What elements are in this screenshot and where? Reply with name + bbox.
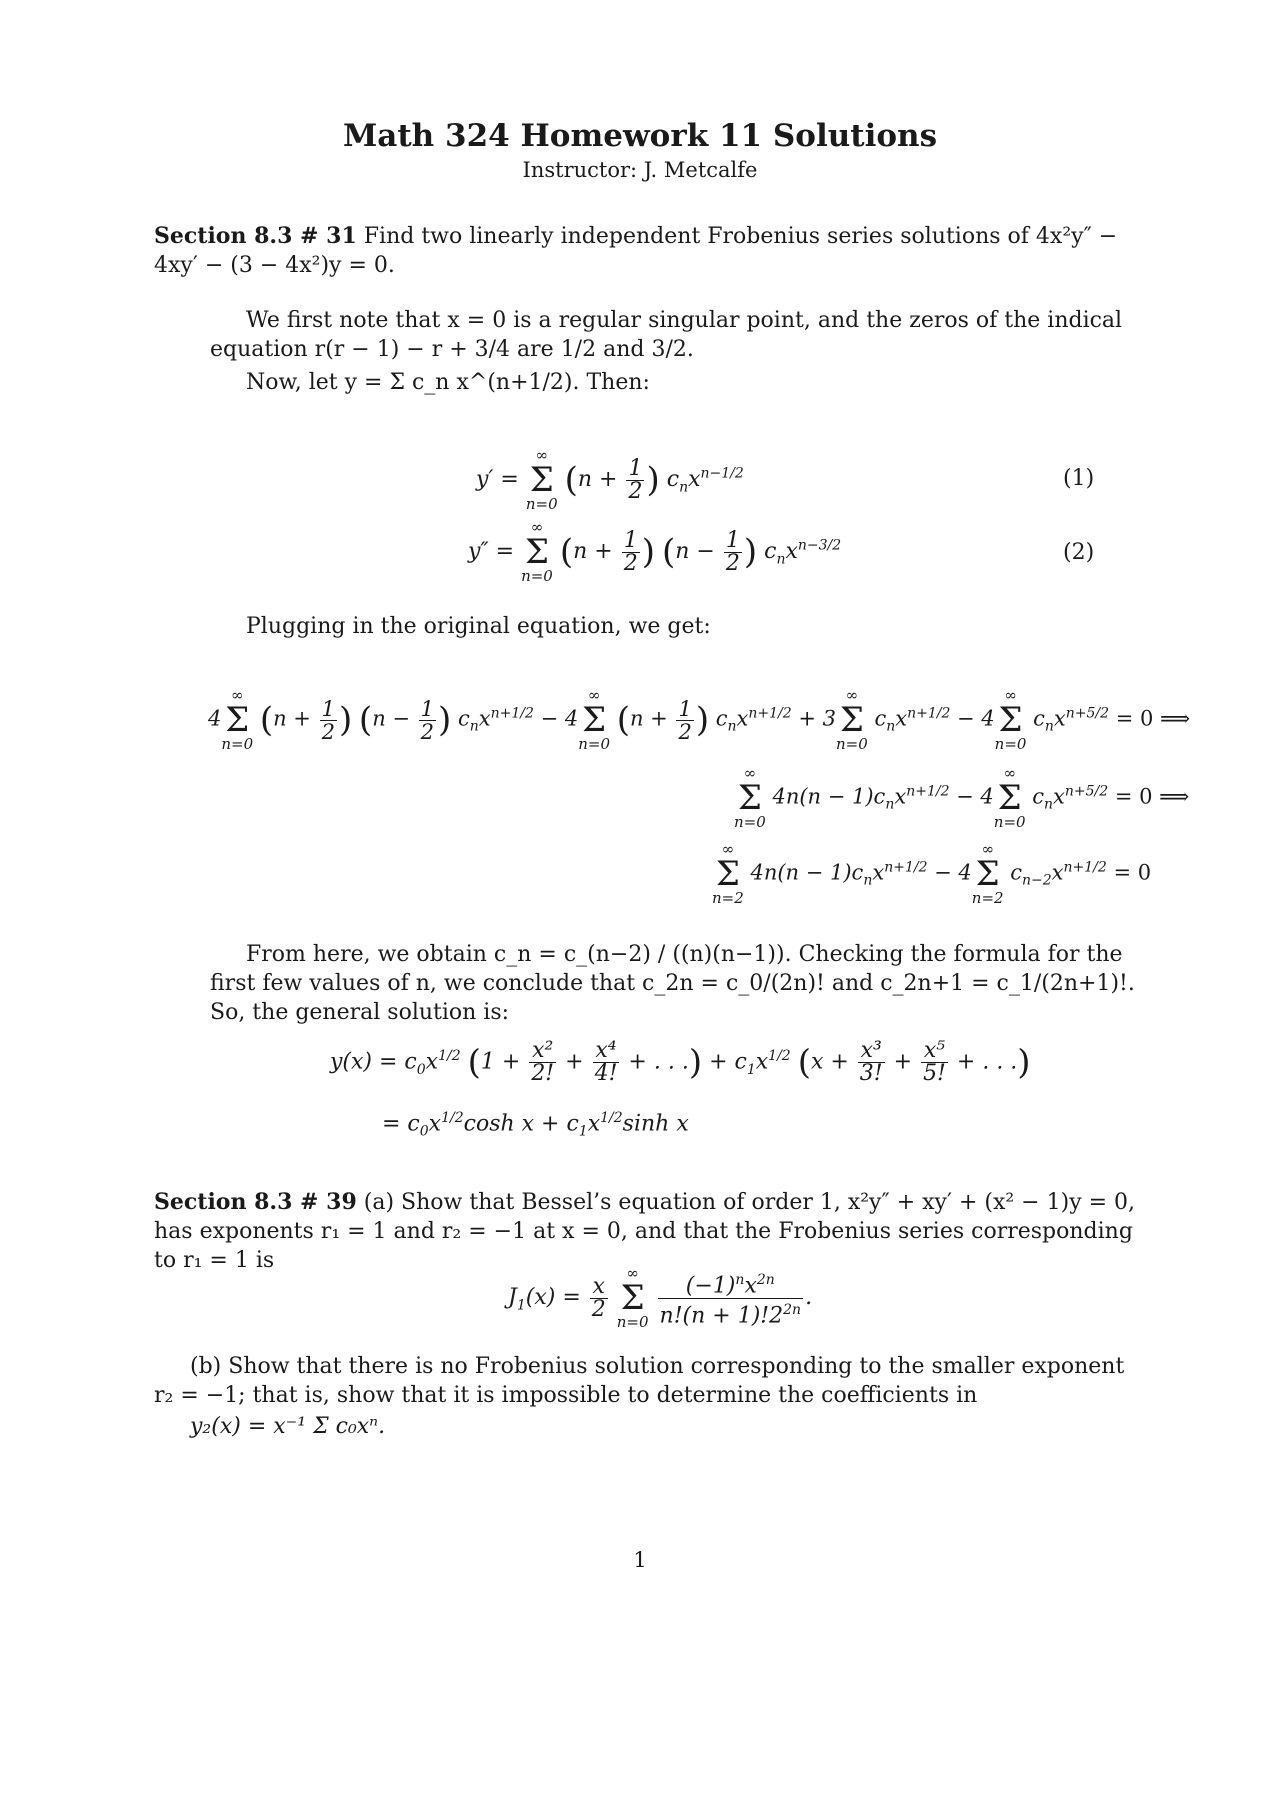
expanded-equation-line-1: 4 ∞ Σ n=0 (n + $\frac{1}{2}$ ) (n − $\frac{1}{2}$ ) $c_nx^{n+1/2} - 4$ ∞ Σ n=0 (n + $\frac{1}{2}$ ) $c_nx^{n+1/2} + 3$ ∞ Σ n=0 $c_nx^{n+1/2} - 4$ ∞ Σ n=0 $c_nx^{n+5/2} = 0$ ⟹ — [208, 686, 1191, 753]
problem-1-heading: Section 8.3 # 31 — [154, 223, 357, 249]
problem-1-substitution: Now, let y = Σ c_n x^(n+1/2). Then: — [246, 370, 650, 395]
page-number: 1 — [633, 1548, 647, 1572]
recurrence-conclusion: From here, we obtain c_n = c_(n−2) / ((n)(n−1)). Checking the formula for the first few values of n, we conclude that c_2n = c_0/(2n)! and c_2n+1 = c_1/(2n+1)!. So, the general solution is: — [210, 942, 1135, 1025]
y2-expression: y₂(x) = x⁻¹ Σ c₀xⁿ. — [190, 1414, 386, 1439]
problem-2-heading: Section 8.3 # 39 — [154, 1189, 357, 1215]
plugging-text: Plugging in the original equation, we get: — [246, 614, 711, 639]
general-solution-line-2: = $c_0x^{1/2}\cosh$ $x + c_1x^{1/2}\sinh$ x — [382, 1110, 689, 1140]
problem-2-part-b: (b) Show that there is no Frobenius solution corresponding to the smaller exponent r₂ = −1; that is, show that it is impossible to determine the coefficients in — [154, 1354, 1125, 1408]
problem-1-intro: We first note that x = 0 is a regular singular point, and the zeros of the indical equation r(r − 1) − r + 3/4 are 1/2 and 3/2. — [210, 308, 1123, 362]
general-solution-line-1: $y(x) = c_0x^{1/2}$ (1 + $\frac{\text{x²}}{2!}$ + $\frac{\text{x⁴}}{4!}$ + . . .) + $c_1x^{1/2}$ (x + $\frac{\text{x³}}{3!}$ + $\frac{\text{x⁵}}{5!}$ + . . .) — [330, 1038, 1031, 1086]
page-title: Math 324 Homework 11 Solutions — [342, 118, 938, 154]
problem-1-text: Find two linearly independent Frobenius series solutions of 4x²y″ − 4xy′ − (3 − 4x²)y = 0. — [154, 224, 1118, 278]
equation-1: y′ = ∞ Σ n=0 (n + $\frac{1}{2}$ ) $c_nx^{n-1/2}$ — [476, 446, 744, 513]
equation-2: y″ = ∞ Σ n=0 (n + $\frac{1}{2}$ ) (n − $\frac{1}{2}$ ) $c_nx^{n-3/2}$ — [468, 518, 842, 585]
problem-2-text: (a) Show that Bessel’s equation of order 1, x²y″ + xy′ + (x² − 1)y = 0, has exponents r₁ = 1 and r₂ = −1 at x = 0, and that the Frobenius series corresponding to r₁ = 1 is — [154, 1190, 1136, 1273]
bessel-series-formula: $J_1(x)$ = $\frac{x}{2}$ ∞ Σ n=0 $\frac{(-1)^nx^{2n}}{n!(n + 1)!2^{2n}}$ . — [508, 1264, 813, 1331]
expanded-equation-line-3: ∞ Σ n=2 $4n(n - 1)c_nx^{n+1/2} - 4$ ∞ Σ n=2 $c_{n-2}x^{n+1/2} = 0$ — [712, 840, 1152, 907]
problem-1-statement — [154, 222, 1139, 280]
equation-1-number: (1) — [1063, 466, 1095, 491]
instructor-line: Instructor: J. Metcalfe — [522, 158, 758, 182]
problem-2-statement — [154, 1188, 1139, 1275]
equation-2-number: (2) — [1063, 540, 1095, 565]
expanded-equation-line-2: ∞ Σ n=0 $4n(n - 1)c_nx^{n+1/2} - 4$ ∞ Σ n=0 $c_nx^{n+5/2} = 0$ ⟹ — [734, 764, 1190, 831]
